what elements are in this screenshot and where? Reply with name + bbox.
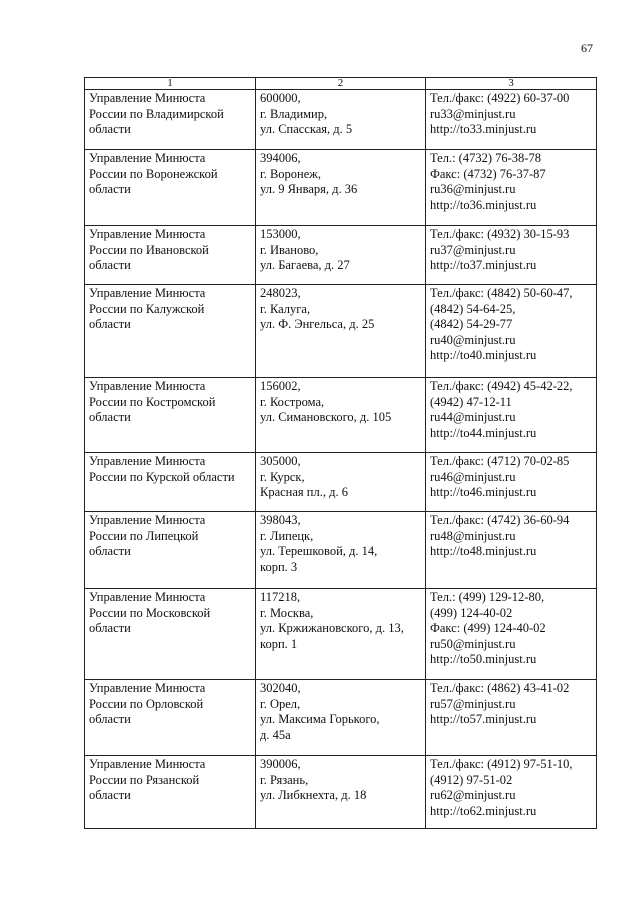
contacts-line: ru50@minjust.ru — [430, 636, 516, 651]
org-line: Управление Минюста — [89, 151, 206, 165]
contacts-line: ru37@minjust.ru — [430, 242, 516, 257]
contacts-cell — [426, 756, 597, 829]
contacts-line: Факс: (4732) 76-37-87 — [430, 166, 546, 181]
address-line: 302040, — [260, 681, 301, 695]
org-line: России по Липецкой — [89, 528, 199, 543]
org-line: России по Курской области — [89, 469, 235, 484]
org-line: Управление Минюста — [89, 379, 206, 393]
contacts-line: http://to50.minjust.ru — [430, 652, 537, 666]
contacts-line: Факс: (499) 124-40-02 — [430, 621, 546, 635]
contacts-line: ru57@minjust.ru — [430, 696, 516, 711]
org-line: области — [89, 712, 131, 726]
contacts-line: (4842) 54-29-77 — [430, 317, 513, 331]
org-line: Управление Минюста — [89, 286, 206, 300]
organization-cell — [85, 150, 256, 226]
address-line: г. Кострома, — [260, 394, 325, 409]
address-line: г. Иваново, — [260, 242, 319, 257]
contacts-cell — [426, 680, 597, 756]
address-line: ул. Либкнехта, д. 18 — [260, 788, 367, 802]
contacts-line: ru44@minjust.ru — [430, 410, 516, 424]
contacts-cell — [426, 378, 597, 453]
org-line: России по Костромской — [89, 394, 216, 409]
contacts-line: Тел./факс: (4922) 60-37-00 — [430, 91, 570, 105]
ministry-offices-table — [84, 77, 597, 829]
contacts-cell — [426, 226, 597, 285]
address-line: ул. Спасская, д. 5 — [260, 122, 353, 136]
org-line: России по Владимирской — [89, 106, 224, 121]
address-line: 394006, — [260, 151, 301, 165]
contacts-line: Тел./факс: (4932) 30-15-93 — [430, 227, 570, 241]
organization-cell — [85, 226, 256, 285]
org-line: России по Ивановской — [89, 242, 209, 257]
contacts-line: Тел./факс: (4912) 97-51-10, — [430, 757, 573, 771]
contacts-line: ru48@minjust.ru — [430, 528, 516, 543]
contacts-line: http://to62.minjust.ru — [430, 803, 537, 818]
address-cell — [256, 680, 426, 756]
address-line: ул. 9 Января, д. 36 — [260, 182, 358, 196]
org-line: области — [89, 258, 131, 272]
contacts-line: (4942) 47-12-11 — [430, 394, 512, 409]
address-line: ул. Ф. Энгельса, д. 25 — [260, 317, 375, 331]
org-line: области — [89, 544, 131, 558]
org-line: Управление Минюста — [89, 757, 206, 771]
address-line: д. 45а — [260, 727, 291, 742]
contacts-line: http://to37.minjust.ru — [430, 258, 537, 272]
contacts-line: http://to33.minjust.ru — [430, 122, 537, 136]
org-line: Управление Минюста — [89, 590, 206, 604]
address-cell — [256, 756, 426, 829]
column-number-1: 1 — [85, 78, 256, 90]
org-line: Управление Минюста — [89, 513, 206, 527]
table-row — [85, 453, 597, 512]
contacts-line: Тел./факс: (4942) 45-42-22, — [430, 379, 573, 393]
address-cell — [256, 512, 426, 589]
org-line: России по Московской — [89, 605, 211, 620]
table-body — [85, 90, 597, 829]
address-line: ул. Максима Горького, — [260, 712, 380, 726]
contacts-line: (4842) 54-64-25, — [430, 301, 516, 316]
org-line: области — [89, 621, 131, 635]
table-row — [85, 589, 597, 680]
address-line: 117218, — [260, 590, 301, 604]
org-line: Управление Минюста — [89, 681, 206, 695]
address-cell — [256, 378, 426, 453]
address-line: 390006, — [260, 757, 301, 771]
organization-cell — [85, 512, 256, 589]
table-row — [85, 756, 597, 829]
organization-cell — [85, 453, 256, 512]
address-line: ул. Багаева, д. 27 — [260, 258, 350, 272]
address-line: г. Курск, — [260, 469, 305, 484]
org-line: области — [89, 317, 131, 331]
contacts-line: Тел./факс: (4842) 50-60-47, — [430, 286, 573, 300]
address-line: г. Липецк, — [260, 528, 314, 543]
table-row — [85, 90, 597, 150]
address-line: г. Владимир, — [260, 106, 328, 121]
address-cell — [256, 90, 426, 150]
contacts-line: ru62@minjust.ru — [430, 788, 516, 802]
address-line: 248023, — [260, 286, 301, 300]
contacts-cell — [426, 90, 597, 150]
address-cell — [256, 453, 426, 512]
table-header-row — [85, 78, 597, 90]
address-line: 153000, — [260, 227, 301, 241]
contacts-cell — [426, 512, 597, 589]
address-line: ул. Симановского, д. 105 — [260, 410, 392, 424]
column-number-3: 3 — [426, 78, 597, 90]
org-line: России по Рязанской — [89, 772, 200, 787]
org-line: России по Калужской — [89, 301, 205, 316]
org-line: Управление Минюста — [89, 227, 206, 241]
address-line: г. Орел, — [260, 696, 301, 711]
org-line: Управление Минюста — [89, 91, 206, 105]
org-line: России по Орловской — [89, 696, 204, 711]
organization-cell — [85, 378, 256, 453]
contacts-line: ru40@minjust.ru — [430, 332, 516, 347]
contacts-line: http://to40.minjust.ru — [430, 348, 537, 362]
org-line: России по Воронежской — [89, 166, 218, 181]
table-row — [85, 226, 597, 285]
organization-cell — [85, 90, 256, 150]
address-line: 305000, — [260, 454, 301, 468]
org-line: Управление Минюста — [89, 454, 206, 468]
org-line: области — [89, 788, 131, 802]
table-row — [85, 512, 597, 589]
organization-cell — [85, 285, 256, 378]
contacts-cell — [426, 150, 597, 226]
address-line: г. Воронеж, — [260, 166, 322, 181]
address-line: г. Рязань, — [260, 772, 309, 787]
page-number: 67 — [581, 41, 593, 55]
address-cell — [256, 150, 426, 226]
address-line: 600000, — [260, 91, 301, 105]
contacts-line: http://to46.minjust.ru — [430, 485, 537, 499]
contacts-line: ru36@minjust.ru — [430, 182, 516, 196]
address-cell — [256, 226, 426, 285]
org-line: области — [89, 122, 131, 136]
contacts-line: http://to36.minjust.ru — [430, 197, 537, 212]
contacts-cell — [426, 453, 597, 512]
contacts-line: http://to57.minjust.ru — [430, 712, 537, 726]
address-cell — [256, 285, 426, 378]
table-row — [85, 285, 597, 378]
address-line: ул. Кржижановского, д. 13, — [260, 621, 404, 635]
org-line: области — [89, 410, 131, 424]
contacts-line: http://to48.minjust.ru — [430, 544, 537, 558]
organization-cell — [85, 756, 256, 829]
contacts-line: ru33@minjust.ru — [430, 106, 516, 121]
address-line: Красная пл., д. 6 — [260, 485, 348, 499]
address-line: 398043, — [260, 513, 301, 527]
contacts-cell — [426, 285, 597, 378]
contacts-line: ru46@minjust.ru — [430, 469, 516, 484]
table-row — [85, 150, 597, 226]
contacts-line: http://to44.minjust.ru — [430, 425, 537, 440]
address-line: корп. 3 — [260, 559, 298, 574]
contacts-line: Тел./факс: (4742) 36-60-94 — [430, 513, 570, 527]
address-line: г. Калуга, — [260, 301, 311, 316]
address-cell — [256, 589, 426, 680]
contacts-line: Тел.: (499) 129-12-80, — [430, 590, 545, 604]
table-row — [85, 378, 597, 453]
contacts-line: (4912) 97-51-02 — [430, 772, 513, 787]
contacts-cell — [426, 589, 597, 680]
organization-cell — [85, 680, 256, 756]
address-line: корп. 1 — [260, 636, 298, 651]
contacts-line: Тел./факс: (4862) 43-41-02 — [430, 681, 570, 695]
contacts-line: Тел.: (4732) 76-38-78 — [430, 151, 541, 165]
table-row — [85, 680, 597, 756]
address-line: г. Москва, — [260, 605, 314, 620]
org-line: области — [89, 182, 131, 196]
address-line: 156002, — [260, 379, 301, 393]
column-number-2: 2 — [256, 78, 426, 90]
organization-cell — [85, 589, 256, 680]
contacts-line: Тел./факс: (4712) 70-02-85 — [430, 454, 570, 468]
address-line: ул. Терешковой, д. 14, — [260, 544, 378, 558]
contacts-line: (499) 124-40-02 — [430, 605, 513, 620]
